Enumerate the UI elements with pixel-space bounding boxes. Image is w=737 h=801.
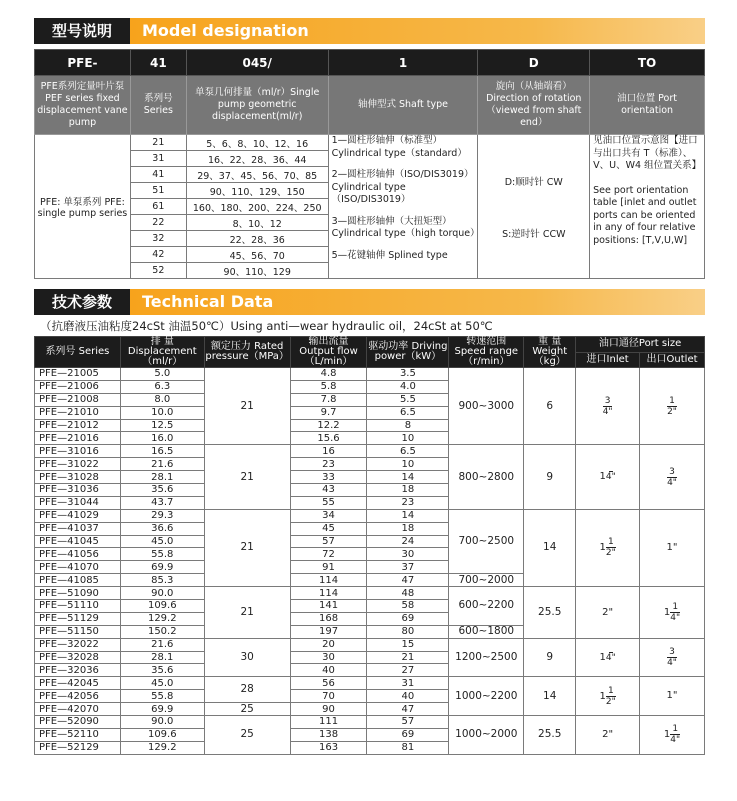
power-cell: 6.5 — [367, 406, 449, 419]
series-cell: PFE—41085 — [35, 574, 121, 587]
header-series: 系列号 Series — [35, 337, 121, 368]
power-cell: 8 — [367, 419, 449, 432]
power-cell: 14 — [367, 471, 449, 484]
displacement-cell: 36.6 — [120, 522, 204, 535]
power-cell: 69 — [367, 728, 449, 741]
rotation-ccw: S:逆时针 CCW — [502, 228, 566, 240]
displacement-cell: 16、22、28、36、44 — [186, 151, 328, 167]
header-displacement: 排 量 Displacement（ml/r） — [120, 337, 204, 368]
series-cell: PFE—52110 — [35, 728, 121, 741]
outlet-cell-whole: 1" — [666, 542, 678, 554]
power-cell: 47 — [367, 574, 449, 587]
tech-row — [35, 716, 705, 729]
series-cell: 22 — [130, 215, 186, 231]
header-port-size: 油口通径Port size — [576, 337, 705, 353]
speed-cell: 1200~2500 — [449, 638, 524, 677]
header-outlet: 出口Outlet — [640, 352, 705, 368]
section-title-cn: 型号说明 — [34, 18, 130, 44]
series-cell: PFE—41045 — [35, 535, 121, 548]
outlet-cell-numerator: 1 — [672, 724, 679, 735]
power-cell: 80 — [367, 625, 449, 638]
series-cell: PFE—52090 — [35, 716, 121, 729]
power-cell: 15 — [367, 638, 449, 651]
power-cell: 6.5 — [367, 445, 449, 458]
inlet-cell-whole: 2" — [602, 729, 614, 741]
displacement-cell: 21.6 — [120, 638, 204, 651]
pressure-cell: 25 — [204, 716, 290, 755]
displacement-cell: 109.6 — [120, 600, 204, 613]
power-cell: 27 — [367, 664, 449, 677]
shaft-type-item: 2—圆柱形轴伸（ISO/DIS3019）Cylindrical type（ISO/DIS3019） — [331, 169, 474, 205]
model-code-row — [35, 50, 705, 76]
header-rotation: 旋向（从轴端看）Direction of rotation （viewed from shaft end） — [478, 76, 590, 135]
speed-cell: 900~3000 — [449, 368, 524, 445]
tech-row — [35, 509, 705, 522]
flow-cell: 168 — [290, 612, 367, 625]
series-cell: PFE—31036 — [35, 484, 121, 497]
port-note-en: See port orientation table [inlet and outlet ports can be oriented in any of four relative positions: [T,V,U,W] — [593, 184, 697, 246]
displacement-cell: 69.9 — [120, 703, 204, 716]
tech-row — [35, 638, 705, 651]
flow-cell: 70 — [290, 690, 367, 703]
series-cell: 51 — [130, 183, 186, 199]
flow-cell: 45 — [290, 522, 367, 535]
series-cell: PFE—21016 — [35, 432, 121, 445]
series-cell: PFE—51090 — [35, 587, 121, 600]
outlet-cell-whole: 1 — [663, 606, 671, 618]
flow-cell: 163 — [290, 741, 367, 754]
speed-cell: 800~2800 — [449, 445, 524, 509]
inlet-cell-whole: 1 — [599, 542, 606, 554]
series-cell: PFE—21012 — [35, 419, 121, 432]
power-cell: 40 — [367, 690, 449, 703]
header-speed: 转速范围 Speed range（r/min） — [449, 337, 524, 368]
series-cell: PFE—42070 — [35, 703, 121, 716]
rotation-cw: D:顺时针 CW — [504, 176, 563, 188]
shaft-type-item: 5—花键轴伸 Splined type — [331, 249, 448, 261]
series-cell: PFE—52129 — [35, 741, 121, 754]
flow-cell: 4.8 — [290, 368, 367, 381]
inlet-cell — [576, 716, 640, 755]
flow-cell: 57 — [290, 535, 367, 548]
inlet-cell-fraction — [606, 652, 616, 663]
displacement-cell: 150.2 — [120, 625, 204, 638]
outlet-cell — [640, 445, 705, 509]
flow-cell: 111 — [290, 716, 367, 729]
pressure-cell: 21 — [204, 587, 290, 639]
flow-cell: 16 — [290, 445, 367, 458]
power-cell: 21 — [367, 651, 449, 664]
outlet-cell-numerator: 1 — [672, 601, 679, 612]
inlet-cell — [576, 638, 640, 677]
power-cell: 5.5 — [367, 393, 449, 406]
inlet-cell-whole: 1 — [599, 471, 606, 483]
section-title-en: Model designation — [130, 18, 705, 44]
inlet-cell-whole: 1 — [599, 690, 606, 702]
outlet-cell — [640, 587, 705, 639]
speed-cell: 700~2500 — [449, 509, 524, 573]
header-inlet: 进口Inlet — [576, 352, 640, 368]
flow-cell: 15.6 — [290, 432, 367, 445]
header-port: 油口位置 Port orientation — [590, 76, 705, 135]
flow-cell: 90 — [290, 703, 367, 716]
outlet-cell-numerator: 3 — [669, 466, 675, 477]
tech-row — [35, 368, 705, 381]
flow-cell: 114 — [290, 574, 367, 587]
displacement-cell: 10.0 — [120, 406, 204, 419]
header-weight: 重 量 Weight（kg） — [524, 337, 576, 368]
power-cell: 48 — [367, 587, 449, 600]
rotation-cell — [478, 135, 590, 279]
displacement-cell: 129.2 — [120, 741, 204, 754]
inlet-cell — [576, 368, 640, 445]
series-cell: 42 — [130, 247, 186, 263]
power-cell: 81 — [367, 741, 449, 754]
weight-cell: 6 — [524, 368, 576, 445]
inlet-cell-numerator: 1 — [607, 685, 614, 696]
model-header-row — [35, 76, 705, 135]
header-flow: 输出流量 Output flow（L/min） — [290, 337, 367, 368]
outlet-cell-denominator: 4" — [667, 477, 677, 488]
series-cell: PFE—51150 — [35, 625, 121, 638]
outlet-cell — [640, 716, 705, 755]
inlet-cell-whole: 2" — [602, 606, 614, 618]
displacement-cell: 35.6 — [120, 484, 204, 497]
header-pressure: 额定压力 Rated pressure（MPa） — [204, 337, 290, 368]
flow-cell: 30 — [290, 651, 367, 664]
port-orientation-cell — [590, 135, 705, 279]
series-cell: PFE—31028 — [35, 471, 121, 484]
outlet-cell-whole: 1 — [663, 729, 671, 741]
outlet-cell-fraction — [667, 647, 677, 668]
displacement-cell: 6.3 — [120, 380, 204, 393]
header-series-type: PFE系列定量叶片泵 PEF series fixed displacement vane pump — [35, 76, 131, 135]
power-cell: 24 — [367, 535, 449, 548]
weight-cell: 9 — [524, 445, 576, 509]
pressure-cell: 21 — [204, 445, 290, 509]
pressure-cell: 30 — [204, 638, 290, 677]
displacement-cell: 8、10、12 — [186, 215, 328, 231]
outlet-cell-numerator: 3 — [669, 647, 675, 658]
flow-cell: 7.8 — [290, 393, 367, 406]
series-cell: PFE—42056 — [35, 690, 121, 703]
section-title-cn: 技术参数 — [34, 289, 130, 315]
inlet-cell — [576, 445, 640, 509]
code-cell: D — [478, 50, 590, 76]
displacement-cell: 160、180、200、224、250 — [186, 199, 328, 215]
displacement-cell: 45、56、70 — [186, 247, 328, 263]
inlet-cell-fraction — [606, 471, 616, 482]
header-shaft: 轴伸型式 Shaft type — [328, 76, 478, 135]
inlet-cell-denominator: 4" — [602, 406, 613, 417]
series-cell: PFE—21010 — [35, 406, 121, 419]
flow-cell: 34 — [290, 509, 367, 522]
technical-data-table — [34, 336, 705, 755]
inlet-cell-whole: 1 — [599, 651, 606, 663]
flow-cell: 40 — [290, 664, 367, 677]
displacement-cell: 29、37、45、56、70、85 — [186, 167, 328, 183]
inlet-cell-numerator: 3 — [604, 395, 611, 406]
series-cell: PFE—31044 — [35, 496, 121, 509]
model-row — [35, 135, 705, 151]
speed-cell: 700~2000 — [449, 574, 524, 587]
series-cell: PFE—21006 — [35, 380, 121, 393]
power-cell: 4.0 — [367, 380, 449, 393]
outlet-cell-denominator: 4" — [670, 735, 681, 746]
pressure-cell: 25 — [204, 703, 290, 716]
displacement-cell: 21.6 — [120, 458, 204, 471]
series-cell: 31 — [130, 151, 186, 167]
displacement-cell: 22、28、36 — [186, 231, 328, 247]
power-cell: 31 — [367, 677, 449, 690]
flow-cell: 5.8 — [290, 380, 367, 393]
flow-cell: 55 — [290, 496, 367, 509]
flow-cell: 197 — [290, 625, 367, 638]
shaft-type-cell — [328, 135, 478, 279]
power-cell: 47 — [367, 703, 449, 716]
displacement-cell: 16.0 — [120, 432, 204, 445]
power-cell: 10 — [367, 432, 449, 445]
power-cell: 58 — [367, 600, 449, 613]
series-cell: PFE—41056 — [35, 548, 121, 561]
inlet-cell-denominator: 2" — [605, 696, 616, 707]
oil-note: （抗磨液压油粘度24cSt 油温50℃）Using anti—wear hydraulic oil，24cSt at 50℃ — [40, 319, 493, 333]
weight-cell: 14 — [524, 677, 576, 716]
speed-cell: 600~2200 — [449, 587, 524, 626]
header-displacement: 单泵几何排量（ml/r）Single pump geometric displacement(ml/r) — [186, 76, 328, 135]
displacement-cell: 45.0 — [120, 677, 204, 690]
weight-cell: 25.5 — [524, 716, 576, 755]
power-cell: 18 — [367, 484, 449, 497]
displacement-cell: 28.1 — [120, 471, 204, 484]
header-power: 驱动功率 Driving power（kW） — [367, 337, 449, 368]
tech-header-row — [35, 337, 705, 353]
model-designation-table — [34, 49, 705, 279]
series-cell: 21 — [130, 135, 186, 151]
power-cell: 10 — [367, 458, 449, 471]
displacement-cell: 90、110、129 — [186, 263, 328, 279]
series-cell: PFE—31022 — [35, 458, 121, 471]
power-cell: 69 — [367, 612, 449, 625]
outlet-cell — [640, 677, 705, 716]
flow-cell: 114 — [290, 587, 367, 600]
series-cell: 52 — [130, 263, 186, 279]
displacement-cell: 28.1 — [120, 651, 204, 664]
displacement-cell: 5、6、8、10、12、16 — [186, 135, 328, 151]
displacement-cell: 90、110、129、150 — [186, 183, 328, 199]
tech-row — [35, 587, 705, 600]
series-cell: PFE—41037 — [35, 522, 121, 535]
series-cell: PFE—51129 — [35, 612, 121, 625]
technical-data-header — [34, 289, 705, 315]
inlet-cell-denominator: 4" — [605, 472, 616, 483]
flow-cell: 141 — [290, 600, 367, 613]
power-cell: 23 — [367, 496, 449, 509]
flow-cell: 43 — [290, 484, 367, 497]
section-title-en: Technical Data — [130, 289, 705, 315]
series-cell: 41 — [130, 167, 186, 183]
power-cell: 18 — [367, 522, 449, 535]
flow-cell: 72 — [290, 548, 367, 561]
power-cell: 30 — [367, 548, 449, 561]
flow-cell: 33 — [290, 471, 367, 484]
pump-type-cell: PFE: 单泵系列 PFE: single pump series — [35, 135, 131, 279]
shaft-type-item: 3—圆柱形轴伸（大扭矩型）Cylindrical type（high torque） — [331, 215, 480, 239]
series-cell: 32 — [130, 231, 186, 247]
header-series: 系列号 Series — [130, 76, 186, 135]
inlet-cell-denominator: 2" — [605, 548, 616, 559]
weight-cell: 25.5 — [524, 587, 576, 639]
outlet-cell-denominator: 2" — [667, 406, 677, 417]
inlet-cell-denominator: 4" — [605, 652, 616, 663]
pressure-cell: 21 — [204, 368, 290, 445]
displacement-cell: 90.0 — [120, 587, 204, 600]
outlet-cell-numerator: 1 — [669, 395, 675, 406]
port-note-cn: 见油口位置示意图【进口与出口共有 T（标准）、V、U、W4 组位置关系】 — [593, 135, 702, 171]
weight-cell: 9 — [524, 638, 576, 677]
inlet-cell-fraction — [606, 537, 616, 558]
series-cell: PFE—51110 — [35, 600, 121, 613]
shaft-type-item: 1—圆柱形轴伸（标准型）Cylindrical type（standard） — [331, 135, 467, 159]
displacement-cell: 5.0 — [120, 368, 204, 381]
code-cell: 045/ — [186, 50, 328, 76]
code-cell: 41 — [130, 50, 186, 76]
displacement-cell: 35.6 — [120, 664, 204, 677]
displacement-cell: 12.5 — [120, 419, 204, 432]
inlet-cell-numerator: 1 — [607, 537, 614, 548]
displacement-cell: 29.3 — [120, 509, 204, 522]
power-cell: 37 — [367, 561, 449, 574]
outlet-cell — [640, 368, 705, 445]
displacement-cell: 109.6 — [120, 728, 204, 741]
series-cell: PFE—32022 — [35, 638, 121, 651]
displacement-cell: 90.0 — [120, 716, 204, 729]
flow-cell: 138 — [290, 728, 367, 741]
flow-cell: 9.7 — [290, 406, 367, 419]
series-cell: PFE—42045 — [35, 677, 121, 690]
displacement-cell: 85.3 — [120, 574, 204, 587]
model-designation-header — [34, 18, 705, 44]
flow-cell: 20 — [290, 638, 367, 651]
outlet-cell-denominator: 4" — [670, 612, 681, 623]
outlet-cell — [640, 638, 705, 677]
series-cell: PFE—41029 — [35, 509, 121, 522]
displacement-cell: 8.0 — [120, 393, 204, 406]
inlet-cell-fraction — [606, 686, 616, 707]
code-cell: PFE- — [35, 50, 131, 76]
series-cell: PFE—31016 — [35, 445, 121, 458]
outlet-cell-fraction — [670, 602, 680, 623]
pressure-cell: 21 — [204, 509, 290, 586]
displacement-cell: 69.9 — [120, 561, 204, 574]
series-cell: PFE—32028 — [35, 651, 121, 664]
series-cell: PFE—32036 — [35, 664, 121, 677]
flow-cell: 56 — [290, 677, 367, 690]
series-cell: PFE—21008 — [35, 393, 121, 406]
inlet-cell-fraction — [603, 396, 613, 417]
inlet-cell — [576, 509, 640, 586]
outlet-cell — [640, 509, 705, 586]
outlet-cell-whole: 1" — [666, 690, 678, 702]
tech-row — [35, 445, 705, 458]
code-cell: 1 — [328, 50, 478, 76]
outlet-cell-fraction — [670, 724, 680, 745]
flow-cell: 91 — [290, 561, 367, 574]
tech-row — [35, 677, 705, 690]
displacement-cell: 16.5 — [120, 445, 204, 458]
flow-cell: 12.2 — [290, 419, 367, 432]
series-cell: PFE—41070 — [35, 561, 121, 574]
power-cell: 14 — [367, 509, 449, 522]
displacement-cell: 55.8 — [120, 690, 204, 703]
outlet-cell-fraction — [667, 467, 677, 488]
flow-cell: 23 — [290, 458, 367, 471]
inlet-cell — [576, 677, 640, 716]
inlet-cell — [576, 587, 640, 639]
displacement-cell: 45.0 — [120, 535, 204, 548]
speed-cell: 600~1800 — [449, 625, 524, 638]
speed-cell: 1000~2000 — [449, 716, 524, 755]
weight-cell: 14 — [524, 509, 576, 586]
code-cell: TO — [590, 50, 705, 76]
displacement-cell: 129.2 — [120, 612, 204, 625]
displacement-cell: 55.8 — [120, 548, 204, 561]
series-cell: 61 — [130, 199, 186, 215]
outlet-cell-fraction — [667, 396, 677, 417]
displacement-cell: 43.7 — [120, 496, 204, 509]
pressure-cell: 28 — [204, 677, 290, 703]
power-cell: 3.5 — [367, 368, 449, 381]
speed-cell: 1000~2200 — [449, 677, 524, 716]
series-cell: PFE—21005 — [35, 368, 121, 381]
power-cell: 57 — [367, 716, 449, 729]
outlet-cell-denominator: 4" — [667, 658, 677, 669]
